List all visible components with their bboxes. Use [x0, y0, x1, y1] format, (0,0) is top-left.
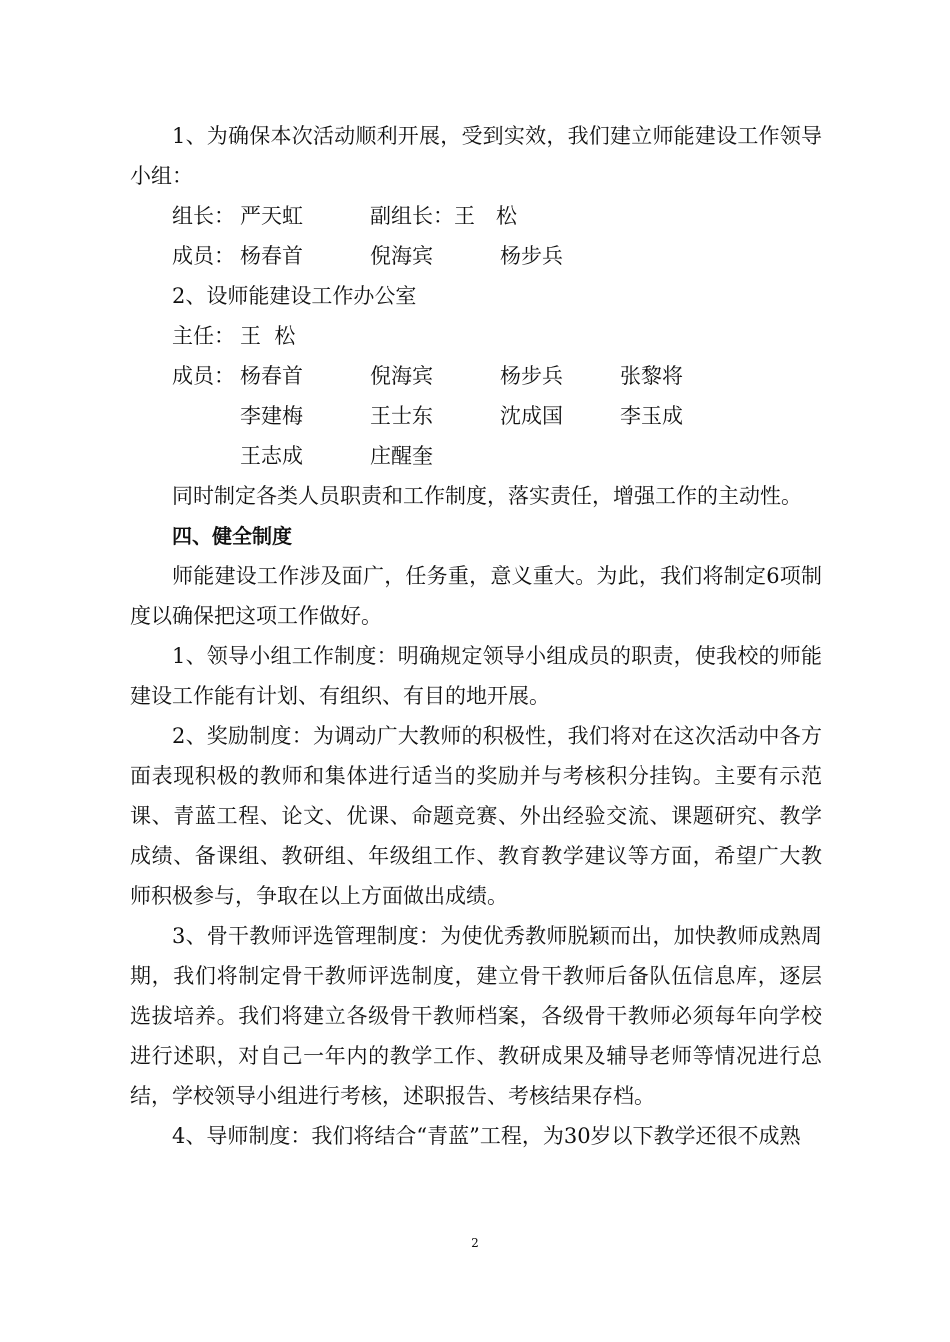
paragraph-item-2: 2、奖励制度：为调动广大教师的积极性，我们将对在这次活动中各方面表现积极的教师和集体进行适当的奖励并与考核积分挂钩。主要有示范课、青蓝工程、论文、优课、命题竞赛、外出经验交流、课题研究、教学成绩、备课组、教研组、年级组工作、教育教学建议等方面，希望广大教师积极参与，争取在以上方面做出成绩。	[130, 724, 822, 908]
member-name: 沈成国	[500, 404, 563, 428]
member-name: 倪海宾	[370, 364, 433, 388]
member-name: 杨步兵	[500, 244, 563, 268]
paragraph-intro: 师能建设工作涉及面广，任务重，意义重大。为此，我们将制定6项制度以确保把这项工作做好。	[130, 564, 822, 628]
leader-label: 组长：	[172, 204, 235, 228]
paragraph-item-3: 3、骨干教师评选管理制度：为使优秀教师脱颖而出，加快教师成熟周期，我们将制定骨干教师评选制度，建立骨干教师后备队伍信息库，逐层选拔培养。我们将建立各级骨干教师档案，各级骨干教师必须每年向学校进行述职，对自己一年内的教学工作、教研成果及辅导老师等情况进行总结，学校领导小组进行考核，述职报告、考核结果存档。	[130, 924, 822, 1108]
paragraph-responsibilities: 同时制定各类人员职责和工作制度，落实责任，增强工作的主动性。	[172, 484, 802, 508]
member-name: 倪海宾	[370, 244, 433, 268]
member-name: 李玉成	[620, 404, 683, 428]
deputy-leader: 副组长：王 松	[370, 204, 517, 228]
leader-row	[172, 196, 822, 236]
office-members-row	[240, 436, 822, 476]
director-row	[172, 316, 822, 356]
page-number: 2	[471, 1236, 479, 1250]
paragraph-office: 2、设师能建设工作办公室	[172, 284, 417, 308]
office-members-label: 成员：	[172, 364, 235, 388]
member-name: 张黎将	[620, 364, 683, 388]
paragraph-leading-group: 1、为确保本次活动顺利开展，受到实效，我们建立师能建设工作领导小组：	[130, 124, 822, 188]
office-members-row	[172, 356, 822, 396]
office-members-row	[240, 396, 822, 436]
leader-name: 严天虹	[240, 204, 303, 228]
member-name: 杨步兵	[500, 364, 563, 388]
member-name: 王志成	[240, 444, 303, 468]
member-name: 杨春首	[240, 364, 303, 388]
director-label: 主任：	[172, 324, 235, 348]
members-label: 成员：	[172, 244, 235, 268]
document-body	[130, 116, 822, 1156]
section-heading: 四、健全制度	[172, 524, 292, 548]
group-members-row	[172, 236, 822, 276]
member-name: 李建梅	[240, 404, 303, 428]
paragraph-item-4: 4、导师制度：我们将结合“青蓝”工程，为30岁以下教学还很不成熟	[172, 1124, 801, 1148]
member-name: 杨春首	[240, 244, 303, 268]
member-name: 庄醒奎	[370, 444, 433, 468]
director-name: 王 松	[240, 324, 296, 348]
paragraph-item-1: 1、领导小组工作制度：明确规定领导小组成员的职责，使我校的师能建设工作能有计划、有组织、有目的地开展。	[130, 644, 822, 708]
member-name: 王士东	[370, 404, 433, 428]
